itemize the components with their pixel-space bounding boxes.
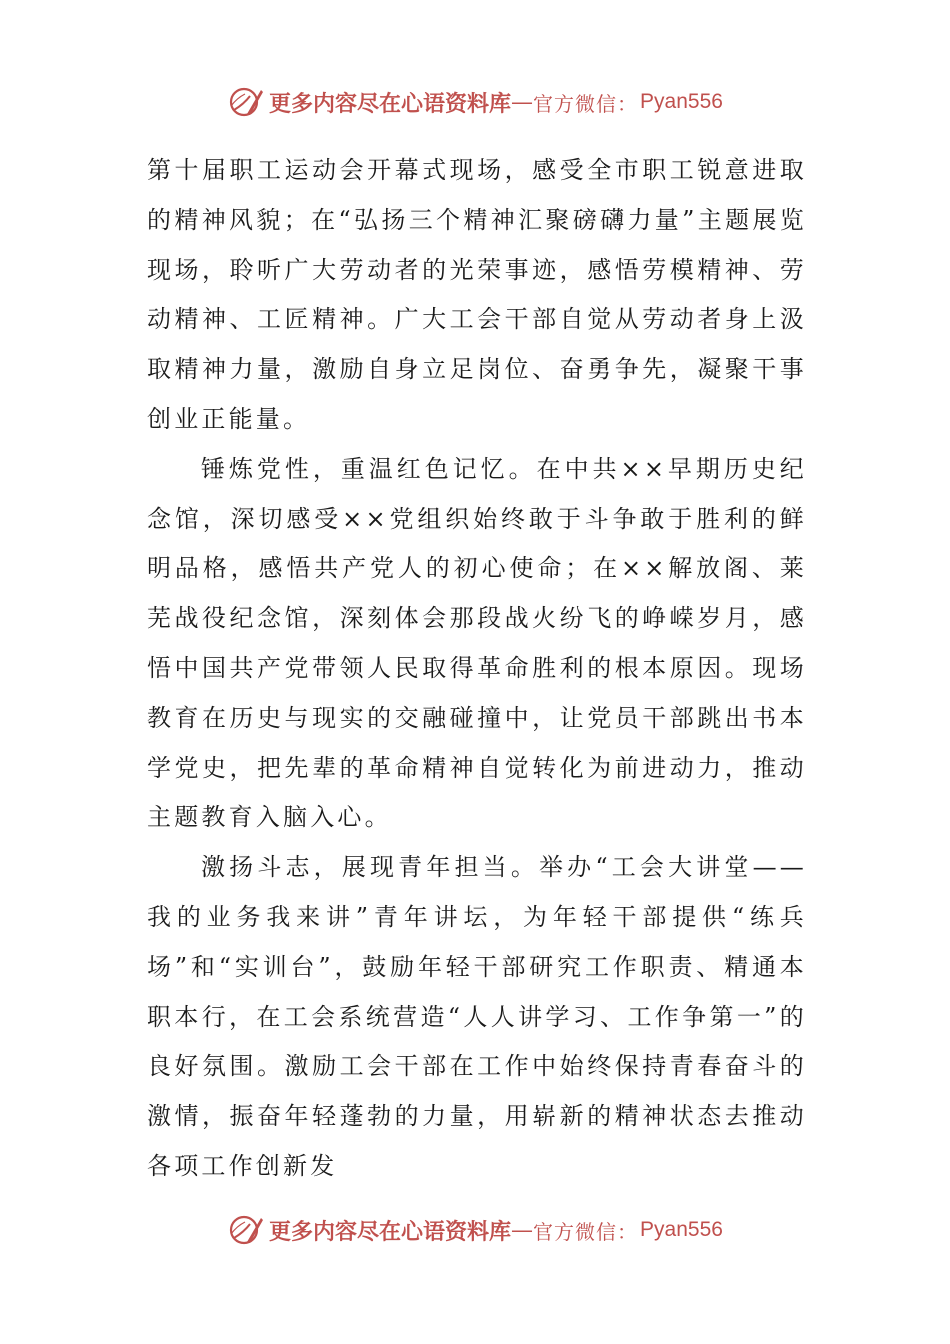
banner-main-text: 更多内容尽在心语资料库 — [269, 90, 512, 117]
banner-separator: — — [511, 89, 534, 115]
paragraph-3: 激扬斗志，展现青年担当。举办“工会大讲堂——我的业务我来讲”青年讲坛，为年轻干部提供“练兵场”和“实训台”，鼓励年轻干部研究工作职责、精通本职本行，在工会系统营造“人人讲学习、工作争第一”的良好氛围。激励工会干部在工作中始终保持青春奋斗的激情，振奋年轻蓬勃的力量，用崭新的精神状态去推动各项工作创新发 — [147, 853, 807, 1180]
banner-separator: — — [511, 1217, 534, 1243]
paragraph-2: 锤炼党性，重温红色记忆。在中共××早期历史纪念馆，深切感受××党组织始终敢于斗争敢于胜利的鲜明品格，感悟共产党人的初心使命；在××解放阁、莱芜战役纪念馆，深刻体会那段战火纷飞的峥嵘岁月，感悟中国共产党带领人民取得革命胜利的根本原因。现场教育在历史与现实的交融碰撞中，让党员干部跳出书本学党史，把先辈的革命精神自觉转化为前进动力，推动主题教育入脑入心。 — [147, 454, 807, 832]
banner-wechat-label: 官方微信： — [533, 1219, 639, 1244]
pen-circle-logo-icon — [227, 84, 265, 120]
paragraph-1: 第十届职工运动会开幕式现场，感受全市职工锐意进取的精神风貌；在“弘扬三个精神汇聚磅礴力量”主题展览现场，聆听广大劳动者的光荣事迹，感悟劳模精神、劳动精神、工匠精神。广大工会干部自觉从劳动者身上汲取精神力量，激励自身立足岗位、奋勇争先，凝聚干事创业正能量。 — [147, 156, 807, 433]
header-banner — [0, 80, 950, 124]
banner-main-text: 更多内容尽在心语资料库 — [269, 1218, 512, 1245]
banner-wechat-label: 官方微信： — [533, 91, 639, 116]
document-body — [147, 146, 807, 1192]
footer-banner — [0, 1208, 950, 1252]
banner-wechat-id: Pyan556 — [640, 90, 723, 113]
banner-wechat-id: Pyan556 — [640, 1218, 723, 1241]
pen-circle-logo-icon — [227, 1212, 265, 1248]
